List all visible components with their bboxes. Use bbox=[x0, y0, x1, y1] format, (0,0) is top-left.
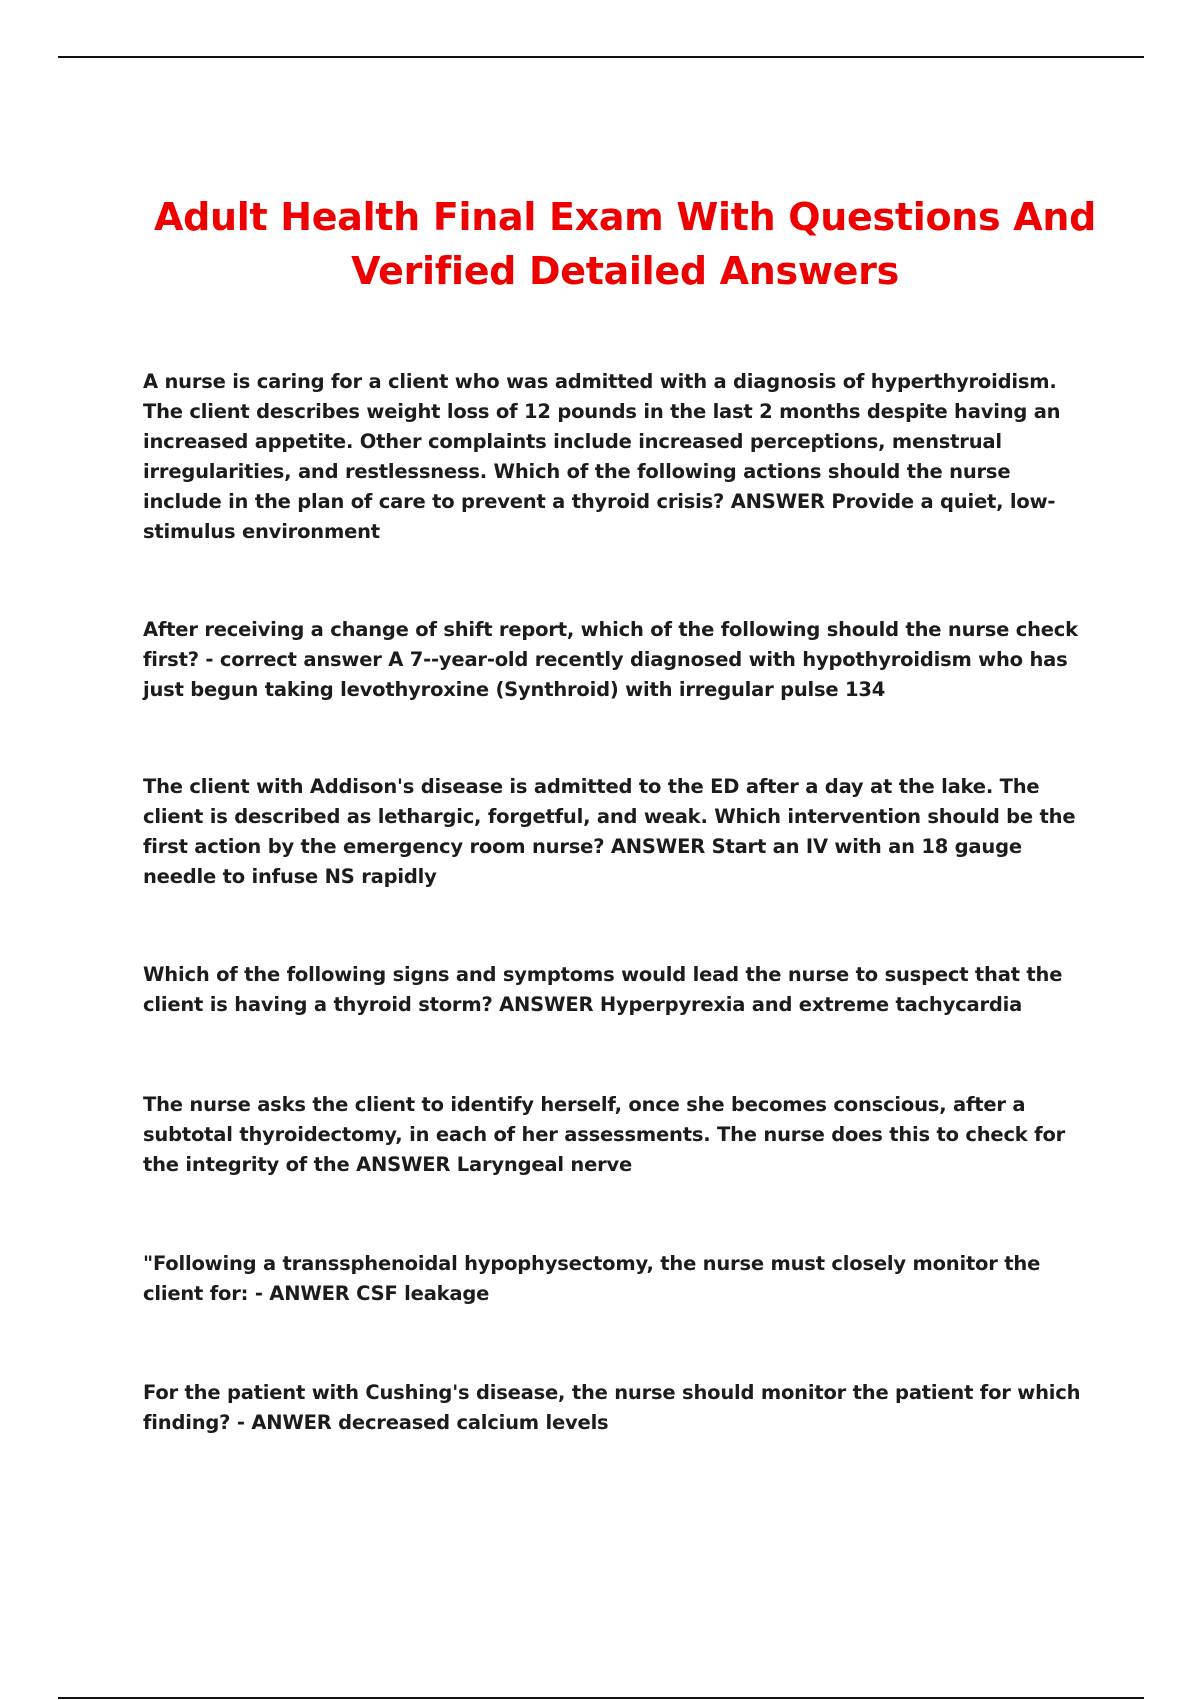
title-line-2: Verified Detailed Answers bbox=[351, 249, 899, 293]
top-rule bbox=[58, 56, 1144, 58]
qa-item: A nurse is caring for a client who was admitted with a diagnosis of hyperthyroidism. The client describes weight loss of 12 pounds in the last 2 months despite having an increased appetite. Other complaints include increased perceptions, menstrual irregularities, and restlessness. Which of the following actions should the nurse include in the plan of care to prevent a thyroid crisis? ANSWER Provide a quiet, low-stimulus environment bbox=[143, 370, 1061, 543]
title-line-1: Adult Health Final Exam With Questions And bbox=[153, 195, 1097, 239]
qa-item: The client with Addison's disease is admitted to the ED after a day at the lake. The client is described as lethargic, forgetful, and weak. Which intervention should be the first action by the emergency room nurse? ANSWER Start an IV with an 18 gauge needle to infuse NS rapidly bbox=[143, 775, 1076, 888]
qa-item: After receiving a change of shift report, which of the following should the nurse check first? - correct answer A 7--year-old recently diagnosed with hypothyroidism who has just begun taking levothyroxine (Synthroid) with irregular pulse 134 bbox=[143, 618, 1078, 701]
qa-item: Which of the following signs and symptoms would lead the nurse to suspect that the client is having a thyroid storm? ANSWER Hyperpyrexia and extreme tachycardia bbox=[143, 963, 1063, 1016]
bottom-rule bbox=[58, 1697, 1144, 1699]
document-title bbox=[120, 190, 1130, 298]
qa-item: The nurse asks the client to identify herself, once she becomes conscious, after a subtotal thyroidectomy, in each of her assessments. The nurse does this to check for the integrity of the ANSWER Laryngeal nerve bbox=[143, 1093, 1066, 1176]
qa-item: For the patient with Cushing's disease, the nurse should monitor the patient for which finding? - ANWER decreased calcium levels bbox=[143, 1381, 1081, 1434]
qa-item: "Following a transsphenoidal hypophysectomy, the nurse must closely monitor the client for: - ANWER CSF leakage bbox=[143, 1252, 1041, 1305]
